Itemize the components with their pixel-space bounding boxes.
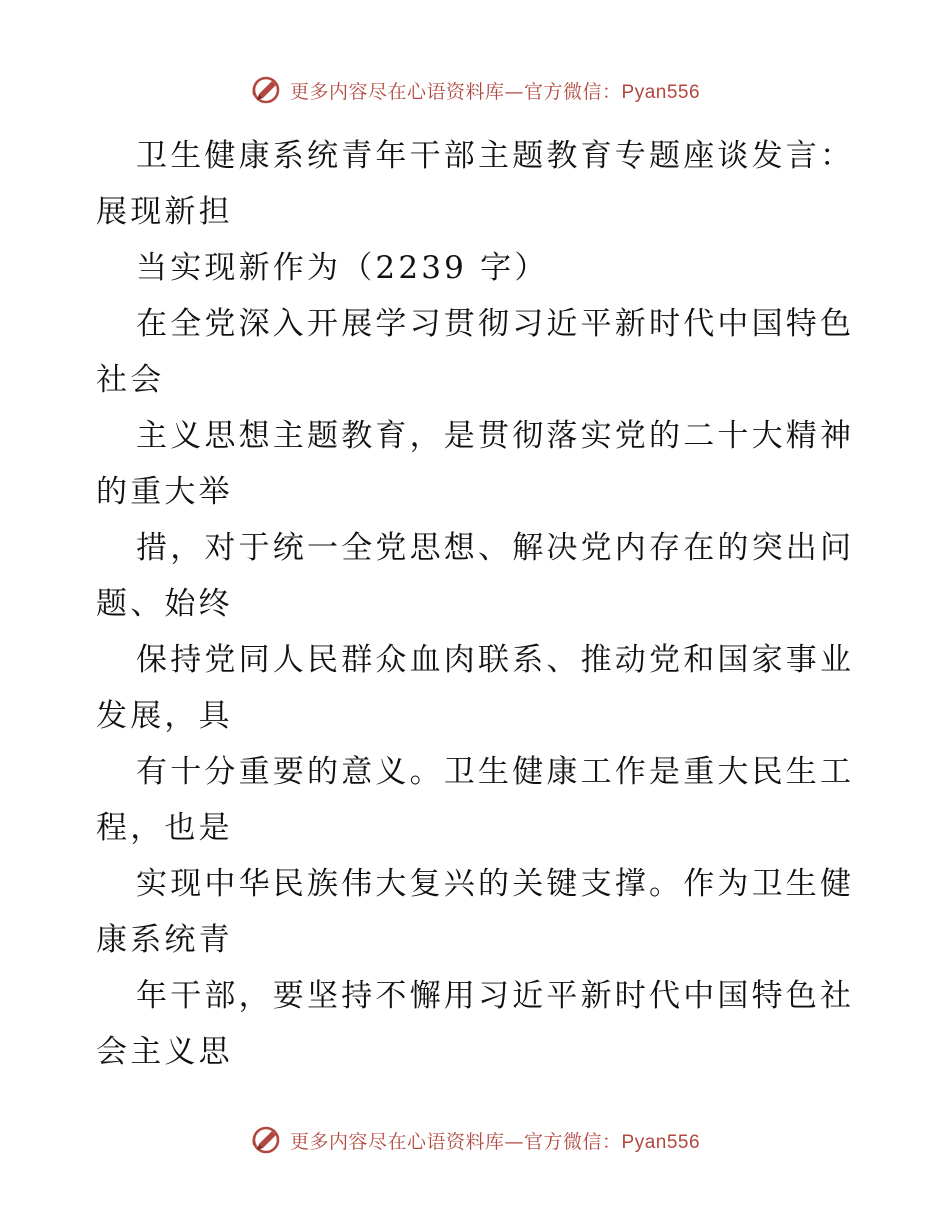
text-line: 题、始终 bbox=[96, 586, 233, 622]
text-line: 在全党深入开展学习贯彻习近平新时代中国特色 bbox=[136, 306, 855, 342]
text-line: 有十分重要的意义。卫生健康工作是重大民生工 bbox=[136, 754, 855, 790]
text-line: 康系统青 bbox=[96, 922, 233, 958]
text-line: 保持党同人民群众血肉联系、推动党和国家事业 bbox=[136, 642, 855, 678]
watermark-account: Pyan556 bbox=[621, 81, 701, 103]
watermark-site-text: 更多内容尽在心语资料库 bbox=[289, 1130, 505, 1153]
watermark-separator: ： bbox=[602, 1130, 622, 1153]
text-line: 措，对于统一全党思想、解决党内存在的突出问 bbox=[136, 530, 855, 566]
watermark-account: Pyan556 bbox=[621, 1131, 701, 1153]
pen-circle-logo-icon bbox=[250, 73, 284, 107]
watermark-text bbox=[290, 1127, 700, 1154]
watermark-label: 官方微信 bbox=[523, 1130, 602, 1153]
watermark-label: 官方微信 bbox=[523, 80, 602, 103]
text-line: 当实现新作为（2239 字） bbox=[136, 250, 549, 286]
pen-circle-logo-icon bbox=[250, 1123, 284, 1157]
text-line: 主义思想主题教育，是贯彻落实党的二十大精神 bbox=[136, 418, 855, 454]
watermark-dash: — bbox=[504, 1130, 524, 1153]
text-line: 程，也是 bbox=[96, 810, 233, 846]
text-line: 年干部，要坚持不懈用习近平新时代中国特色社 bbox=[136, 978, 855, 1014]
text-line: 社会 bbox=[96, 362, 165, 398]
watermark-group bbox=[250, 73, 700, 107]
watermark-separator: ： bbox=[602, 80, 622, 103]
text-line: 的重大举 bbox=[96, 474, 233, 510]
text-line: 实现中华民族伟大复兴的关键支撑。作为卫生健 bbox=[136, 866, 855, 902]
watermark-text bbox=[290, 77, 700, 104]
header-watermark bbox=[0, 70, 950, 110]
text-line: 展现新担 bbox=[96, 194, 233, 230]
watermark-site-text: 更多内容尽在心语资料库 bbox=[289, 80, 505, 103]
watermark-dash: — bbox=[504, 80, 524, 103]
text-line: 卫生健康系统青年干部主题教育专题座谈发言： bbox=[136, 138, 855, 174]
footer-watermark bbox=[0, 1120, 950, 1160]
document-body bbox=[96, 128, 856, 1080]
text-line: 发展，具 bbox=[96, 698, 233, 734]
text-line: 会主义思 bbox=[96, 1034, 233, 1070]
watermark-group bbox=[250, 1123, 700, 1157]
